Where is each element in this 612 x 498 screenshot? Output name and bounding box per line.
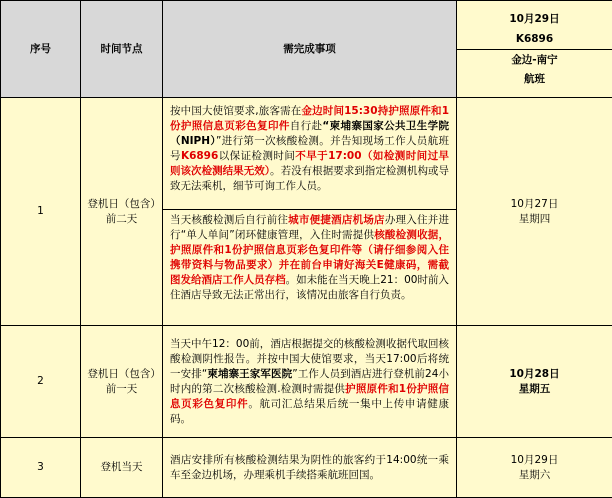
body-text: 办理入住并进行“单人单间”闭环健康管理，入住时需提供	[170, 214, 449, 241]
row-number: 1	[1, 98, 81, 326]
requirement-block	[163, 209, 456, 325]
header-flight-no: K6896	[456, 29, 612, 49]
requirement-block	[163, 98, 456, 209]
requirement-block	[163, 449, 456, 487]
row-number: 3	[1, 438, 81, 498]
body-text: 。如未能在当天晚上21：00时前入住酒店导致无法正常出行，该情况由旅客自行负责。	[170, 274, 449, 301]
body-text: 。若没有根据要求到指定检测机构或导致无法乘机，细节可询工作人员。	[170, 165, 449, 192]
highlight-text: 不早于17:00（如检测时间过早则该次检测结果无效）	[170, 150, 449, 177]
bold-text: 柬埔寨王家军医院	[207, 368, 292, 380]
row-time: 登机当天	[81, 438, 163, 498]
body-text: 以保证检测时间	[218, 150, 295, 162]
weekday-text: 星期四	[457, 212, 612, 227]
body-text: 当天核酸检测后自行前往	[170, 214, 288, 226]
table-row-1	[1, 98, 612, 326]
highlight-text: 核酸检测收据，护照原件和1份护照信息页彩色复印件等（请仔细参阅入住携带资料与物品要求）并在前台申请好海关E健康码，需截图发给酒店工作人员存档	[170, 229, 449, 286]
header-flight-info	[457, 1, 612, 98]
date-text: 10月28日	[457, 367, 612, 382]
body-text: ”进行第一次核酸检测。并告知现场工作人员航班号	[170, 135, 449, 162]
header-no: 序号	[1, 1, 81, 98]
body-text: 自行赴	[290, 120, 323, 132]
date-text: 10月27日	[457, 197, 612, 212]
header-row	[1, 1, 612, 98]
row-time: 登机日（包含）前一天	[81, 326, 163, 438]
body-text: ”工作人员到酒店进行登机前24小时内的第二次核酸检测.检测时需提供	[170, 368, 449, 395]
header-flight-label: 航班	[459, 69, 610, 89]
header-route: 金边-南宁	[456, 49, 612, 69]
row-requirements	[163, 438, 457, 498]
row-date	[457, 326, 612, 438]
body-text: 当天中午12：00前，酒店根据提交的核酸检测收据代取回核酸检测阴性报告。并按中国大使馆要求，当天17:00后将统一安排“	[170, 338, 449, 380]
date-text: 10月29日	[457, 453, 612, 468]
header-time: 时间节点	[81, 1, 163, 98]
highlight-text: 金边时间15:30持护照原件和1份护照信息页彩色复印件	[170, 105, 449, 132]
row-requirements	[163, 326, 457, 438]
table-row-3	[1, 438, 612, 498]
body-text: 。航司汇总结果后统一集中上传申请健康码。	[170, 398, 449, 425]
highlight-text: 城市便捷酒店机场店	[288, 214, 385, 226]
table-row-2	[1, 326, 612, 438]
row-date	[457, 438, 612, 498]
header-date: 10月29日	[459, 9, 610, 29]
header-requirements: 需完成事项	[163, 1, 457, 98]
body-text: 按中国大使馆要求,旅客需在	[170, 105, 301, 117]
highlight-text: 护照原件和1份护照信息页彩色复印件	[170, 383, 449, 410]
weekday-text: 星期六	[457, 468, 612, 483]
row-time: 登机日（包含）前二天	[81, 98, 163, 326]
row-date	[457, 98, 612, 326]
highlight-text: K6896	[181, 150, 218, 162]
requirement-block	[163, 333, 456, 431]
body-text: 酒店安排所有核酸检测结果为阴性的旅客约于14:00统一乘车至金边机场，办理乘机手续搭乘航班回国。	[170, 454, 449, 481]
row-number: 2	[1, 326, 81, 438]
weekday-text: 星期五	[457, 382, 612, 397]
bold-text: “柬埔寨国家公共卫生学院（NIPH）	[170, 120, 449, 147]
row-requirements	[163, 98, 457, 326]
